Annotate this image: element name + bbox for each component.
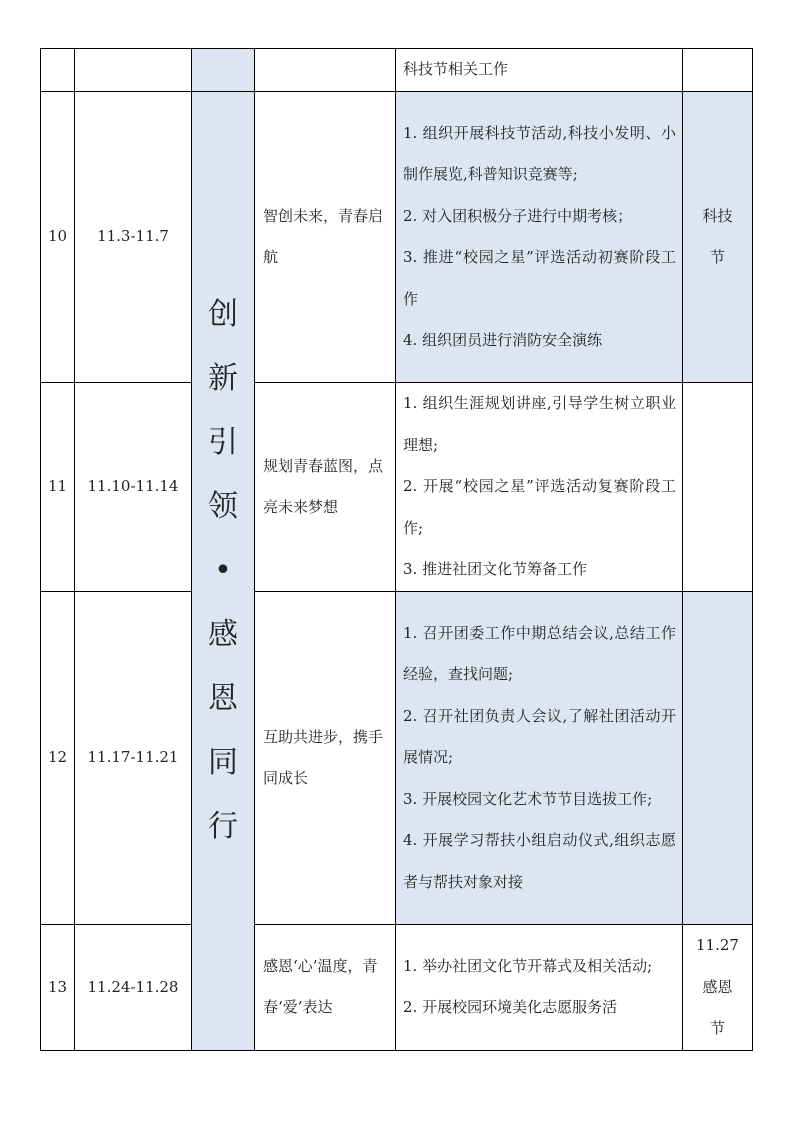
table-row xyxy=(41,383,753,592)
content-item: 科技节相关工作 xyxy=(403,60,509,79)
table-row-continued xyxy=(41,49,753,92)
theme-cell: 感恩‘心’温度，青春‘爱’表达 xyxy=(255,925,396,1051)
table-row xyxy=(41,92,753,383)
date-cell-empty xyxy=(75,49,192,92)
theme-cell-empty xyxy=(255,49,396,92)
note-line: 节 xyxy=(709,1019,725,1037)
content-cell xyxy=(396,383,683,592)
content-cell xyxy=(396,592,683,925)
theme-cell: 互助共进步，携手同成长 xyxy=(255,592,396,925)
schedule-table xyxy=(40,48,753,1051)
table-row xyxy=(41,925,753,1051)
week-number: 13 xyxy=(41,925,75,1051)
content-item: 1. 组织开展科技节活动,科技小发明、小制作展览,科普知识竞赛等; xyxy=(403,123,676,183)
section-label-char: 新 xyxy=(208,360,238,396)
content-cell xyxy=(396,925,683,1051)
section-label-char: 恩 xyxy=(208,680,238,716)
week-cell-empty xyxy=(41,49,75,92)
content-item: 3. 开展校园文化艺术节节目选拔工作; xyxy=(403,789,653,808)
theme-cell: 智创未来，青春启航 xyxy=(255,92,396,383)
section-label-char: 领 xyxy=(208,488,238,524)
content-cell xyxy=(396,49,683,92)
date-range: 11.17-11.21 xyxy=(75,592,192,925)
content-item: 1. 举办社团文化节开幕式及相关活动; xyxy=(403,956,653,975)
section-label-char: 行 xyxy=(208,808,238,844)
note-cell-empty xyxy=(683,49,753,92)
content-item: 2. 召开社团负责人会议,了解社团活动开展情况; xyxy=(403,706,676,767)
content-item: 2. 开展“校园之星”评选活动复赛阶段工作; xyxy=(403,477,676,537)
content-item: 2. 开展校园环境美化志愿服务活 xyxy=(403,998,618,1017)
note-line: 11.27 xyxy=(696,936,739,954)
content-cell xyxy=(396,92,683,383)
note-line: 科技 xyxy=(702,206,733,225)
note-line: 节 xyxy=(709,248,725,266)
section-label-char: 感 xyxy=(208,616,238,652)
week-number: 11 xyxy=(41,383,75,592)
note-cell xyxy=(683,92,753,383)
note-cell-empty xyxy=(683,592,753,925)
date-range: 11.24-11.28 xyxy=(75,925,192,1051)
table-row xyxy=(41,592,753,925)
section-label xyxy=(192,92,255,1051)
content-item: 4. 开展学习帮扶小组启动仪式,组织志愿者与帮扶对象对接 xyxy=(403,831,676,891)
week-number: 12 xyxy=(41,592,75,925)
date-range: 11.10-11.14 xyxy=(75,383,192,592)
section-label-char: 引 xyxy=(208,424,238,460)
section-label-char: 创 xyxy=(208,296,238,332)
content-item: 3. 推进“校园之星”评选活动初赛阶段工作 xyxy=(403,248,676,308)
section-label-char: • xyxy=(214,552,232,588)
content-item: 3. 推进社团文化节筹备工作 xyxy=(403,560,588,579)
note-cell-empty xyxy=(683,383,753,592)
note-cell xyxy=(683,925,753,1051)
theme-cell: 规划青春蓝图，点亮未来梦想 xyxy=(255,383,396,592)
week-number: 10 xyxy=(41,92,75,383)
content-item: 1. 召开团委工作中期总结会议,总结工作经验，查找问题; xyxy=(403,623,676,684)
section-label-char: 同 xyxy=(208,744,238,780)
content-item: 1. 组织生涯规划讲座,引导学生树立职业理想; xyxy=(403,394,676,454)
content-item: 2. 对入团积极分子进行中期考核； xyxy=(403,206,633,225)
content-item: 4. 组织团员进行消防安全演练 xyxy=(403,331,603,349)
date-range: 11.3-11.7 xyxy=(75,92,192,383)
note-line: 感恩 xyxy=(702,977,733,996)
section-cell-top xyxy=(192,49,255,92)
